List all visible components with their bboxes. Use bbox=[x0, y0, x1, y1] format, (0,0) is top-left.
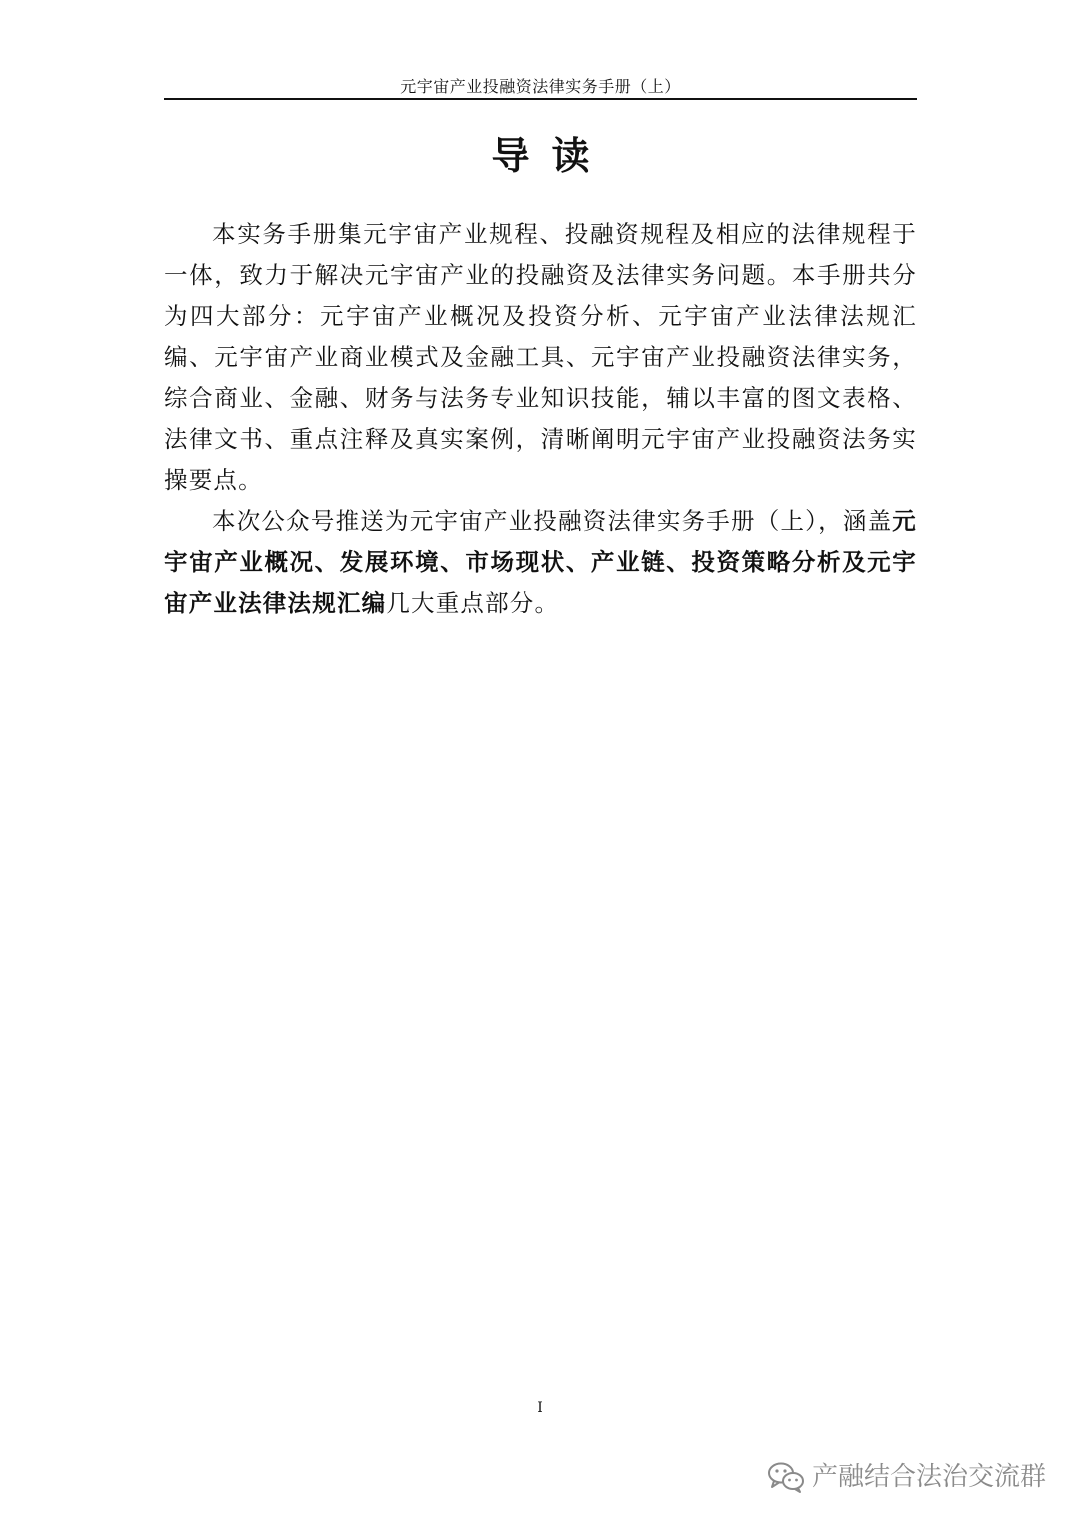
watermark-text: 产融结合法治交流群 bbox=[811, 1462, 1046, 1492]
paragraph-intro: 本实务手册集元宇宙产业规程、投融资规程及相应的法律规程于一体，致力于解决元宇宙产业的投融资及法律实务问题。本手册共分为四大部分：元宇宙产业概况及投资分析、元宇宙产业法律法规汇编、元宇宙产业商业模式及金融工具、元宇宙产业投融资法律实务，综合商业、金融、财务与法务专业知识技能，辅以丰富的图文表格、法律文书、重点注释及真实案例，清晰阐明元宇宙产业投融资法务实操要点。 bbox=[164, 220, 917, 494]
page-number: I bbox=[537, 1400, 543, 1416]
running-header: 元宇宙产业投融资法律实务手册（上） bbox=[400, 77, 681, 96]
wechat-icon bbox=[766, 1460, 806, 1494]
paragraph-scope-highlight: 元宇宙产业概况、发展环境、市场现状、产业链、投资策略分析及元宇宙产业法律法规汇编 bbox=[164, 507, 917, 617]
page-title: 导读 bbox=[491, 133, 612, 178]
paragraph-scope bbox=[164, 501, 917, 624]
paragraph-scope-lead: 本次公众号推送为元宇宙产业投融资法律实务手册（上），涵盖 bbox=[212, 507, 893, 535]
watermark bbox=[766, 1460, 1046, 1494]
header-divider bbox=[164, 98, 917, 100]
body-text bbox=[164, 214, 917, 624]
paragraph-scope-tail: 几大重点部分。 bbox=[386, 589, 560, 617]
